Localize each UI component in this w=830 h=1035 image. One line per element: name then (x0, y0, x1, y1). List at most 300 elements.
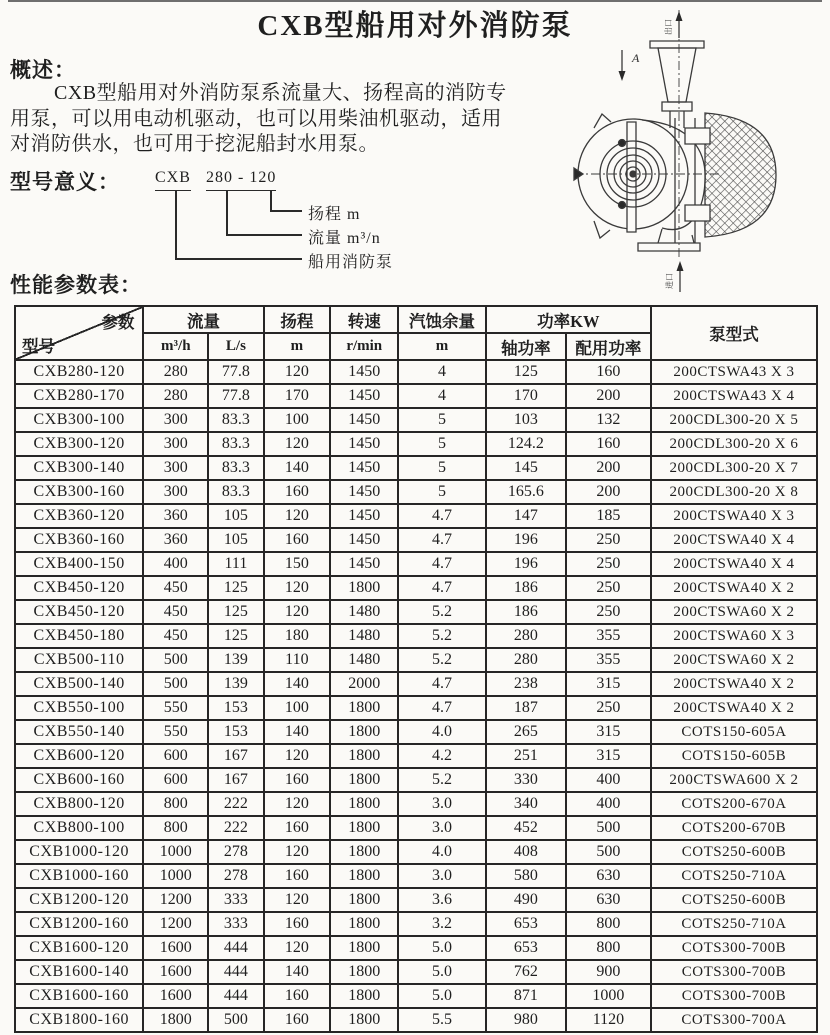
cell-speed: 1800 (330, 1008, 398, 1032)
cell-flow-m3h: 1600 (143, 936, 208, 960)
table-row (15, 888, 817, 912)
cell-rated-power: 160 (566, 432, 651, 456)
cell-rated-power: 1000 (566, 984, 651, 1008)
cell-rated-power: 1120 (566, 1008, 651, 1032)
cell-flow-ls: 105 (208, 528, 263, 552)
cell-shaft-power: 330 (486, 768, 566, 792)
performance-heading: 性能参数表： (10, 273, 142, 297)
cell-speed: 1450 (330, 552, 398, 576)
cell-flow-m3h: 300 (143, 432, 208, 456)
cell-head: 120 (264, 840, 331, 864)
table-body (15, 360, 817, 1032)
cell-npsh: 3.0 (398, 864, 485, 888)
cell-rated-power: 315 (566, 720, 651, 744)
cell-npsh: 4.7 (398, 528, 485, 552)
cell-pump-type: COTS300-700A (651, 1008, 817, 1032)
cell-rated-power: 200 (566, 456, 651, 480)
table-row (15, 840, 817, 864)
cell-head: 160 (264, 480, 331, 504)
overview-line: CXB型船用对外消防泵系流量大、扬程高的消防专 (54, 82, 507, 104)
cell-npsh: 4.7 (398, 696, 485, 720)
cell-pump-type: COTS250-710A (651, 864, 817, 888)
cell-shaft-power: 187 (486, 696, 566, 720)
cell-flow-m3h: 1800 (143, 1008, 208, 1032)
cell-shaft-power: 125 (486, 360, 566, 384)
performance-table (14, 305, 818, 1033)
cell-head: 160 (264, 816, 331, 840)
cell-pump-type: COTS150-605B (651, 744, 817, 768)
cell-head: 160 (264, 528, 331, 552)
cell-shaft-power: 165.6 (486, 480, 566, 504)
cell-npsh: 5.2 (398, 624, 485, 648)
cell-head: 160 (264, 768, 331, 792)
model-code-numbers: 280 - 120 (206, 169, 276, 191)
header-power: 功率KW (486, 306, 651, 333)
cell-pump-type: 200CTSWA40 X 3 (651, 504, 817, 528)
cell-speed: 1800 (330, 840, 398, 864)
cell-npsh: 5.2 (398, 648, 485, 672)
table-row (15, 912, 817, 936)
cell-shaft-power: 251 (486, 744, 566, 768)
cell-rated-power: 315 (566, 672, 651, 696)
cell-flow-ls: 77.8 (208, 384, 263, 408)
cell-npsh: 4.7 (398, 504, 485, 528)
cell-npsh: 4.7 (398, 672, 485, 696)
header-head: 扬程 (264, 306, 331, 333)
pump-drawing (572, 2, 822, 300)
cell-head: 140 (264, 456, 331, 480)
cell-flow-m3h: 1200 (143, 912, 208, 936)
table-row (15, 936, 817, 960)
cell-speed: 1800 (330, 576, 398, 600)
callout-line-vertical (270, 190, 272, 211)
cell-flow-m3h: 280 (143, 360, 208, 384)
cell-head: 180 (264, 624, 331, 648)
cell-pump-type: COTS300-700B (651, 936, 817, 960)
cell-shaft-power: 980 (486, 1008, 566, 1032)
cell-pump-type: 200CDL300-20 X 7 (651, 456, 817, 480)
cell-shaft-power: 103 (486, 408, 566, 432)
cell-flow-ls: 444 (208, 984, 263, 1008)
cell-model: CXB1800-160 (15, 1008, 143, 1032)
cell-flow-m3h: 360 (143, 528, 208, 552)
table-row (15, 576, 817, 600)
cell-rated-power: 400 (566, 768, 651, 792)
cell-speed: 2000 (330, 672, 398, 696)
cell-rated-power: 500 (566, 816, 651, 840)
cell-flow-ls: 125 (208, 600, 263, 624)
cell-flow-ls: 139 (208, 672, 263, 696)
cell-head: 160 (264, 1008, 331, 1032)
cell-speed: 1450 (330, 504, 398, 528)
section-a-arrow (619, 50, 626, 81)
cell-npsh: 3.0 (398, 792, 485, 816)
cell-speed: 1800 (330, 792, 398, 816)
cell-speed: 1450 (330, 528, 398, 552)
cell-pump-type: 200CTSWA60 X 2 (651, 600, 817, 624)
header-unit-rmin: r/min (330, 333, 398, 360)
cell-head: 160 (264, 912, 331, 936)
cell-rated-power: 355 (566, 648, 651, 672)
table-row (15, 768, 817, 792)
cell-shaft-power: 196 (486, 528, 566, 552)
cell-pump-type: 200CTSWA40 X 4 (651, 528, 817, 552)
casing-fin-top (594, 114, 611, 128)
callout-line-vertical (175, 190, 177, 259)
cell-flow-m3h: 280 (143, 384, 208, 408)
cell-flow-ls: 83.3 (208, 480, 263, 504)
cell-rated-power: 250 (566, 696, 651, 720)
table-row (15, 360, 817, 384)
cell-model: CXB360-160 (15, 528, 143, 552)
table-row (15, 600, 817, 624)
cell-speed: 1450 (330, 360, 398, 384)
cell-speed: 1800 (330, 768, 398, 792)
section-arrow-label: A (632, 51, 640, 65)
cell-model: CXB450-180 (15, 624, 143, 648)
cell-flow-ls: 125 (208, 576, 263, 600)
cell-flow-m3h: 1600 (143, 960, 208, 984)
cell-model: CXB800-100 (15, 816, 143, 840)
cell-pump-type: COTS250-600B (651, 840, 817, 864)
cell-speed: 1480 (330, 600, 398, 624)
table-row (15, 792, 817, 816)
cell-flow-m3h: 800 (143, 792, 208, 816)
cell-shaft-power: 653 (486, 912, 566, 936)
cell-model: CXB280-170 (15, 384, 143, 408)
cell-model: CXB400-150 (15, 552, 143, 576)
dome-stub-bottom (685, 205, 710, 221)
cell-npsh: 5 (398, 480, 485, 504)
cell-speed: 1800 (330, 960, 398, 984)
cell-shaft-power: 871 (486, 984, 566, 1008)
cell-head: 140 (264, 960, 331, 984)
cell-shaft-power: 186 (486, 576, 566, 600)
cell-pump-type: COTS200-670B (651, 816, 817, 840)
cell-npsh: 4 (398, 360, 485, 384)
cell-rated-power: 500 (566, 840, 651, 864)
cell-flow-m3h: 1600 (143, 984, 208, 1008)
table-row (15, 408, 817, 432)
table-row (15, 552, 817, 576)
table-row (15, 696, 817, 720)
cell-pump-type: 200CTSWA40 X 2 (651, 696, 817, 720)
model-code-prefix: CXB (155, 169, 191, 191)
cell-head: 140 (264, 720, 331, 744)
cell-head: 100 (264, 408, 331, 432)
cell-model: CXB1200-120 (15, 888, 143, 912)
cell-shaft-power: 147 (486, 504, 566, 528)
cell-model: CXB300-160 (15, 480, 143, 504)
model-meaning-heading: 型号意义： (10, 170, 120, 194)
table-row (15, 648, 817, 672)
cell-rated-power: 160 (566, 360, 651, 384)
cell-flow-ls: 83.3 (208, 408, 263, 432)
cell-speed: 1800 (330, 864, 398, 888)
cell-model: CXB1600-140 (15, 960, 143, 984)
cell-speed: 1800 (330, 888, 398, 912)
cell-speed: 1800 (330, 720, 398, 744)
table-row (15, 456, 817, 480)
cell-pump-type: COTS250-710A (651, 912, 817, 936)
cell-rated-power: 355 (566, 624, 651, 648)
cell-model: CXB300-140 (15, 456, 143, 480)
motor-dome-hatched (705, 113, 776, 237)
cell-shaft-power: 238 (486, 672, 566, 696)
cell-npsh: 4.0 (398, 720, 485, 744)
discharge-cone (658, 48, 696, 102)
callout-pump-kind: 船用消防泵 (308, 254, 394, 271)
cell-rated-power: 185 (566, 504, 651, 528)
cell-head: 150 (264, 552, 331, 576)
cell-pump-type: COTS300-700B (651, 984, 817, 1008)
cell-model: CXB300-100 (15, 408, 143, 432)
cell-pump-type: 200CTSWA60 X 2 (651, 648, 817, 672)
cell-shaft-power: 145 (486, 456, 566, 480)
cell-model: CXB550-140 (15, 720, 143, 744)
page-title: CXB型船用对外消防泵 (257, 10, 573, 42)
cell-flow-m3h: 300 (143, 480, 208, 504)
header-npsh: 汽蚀余量 (398, 306, 485, 333)
cell-npsh: 5.0 (398, 960, 485, 984)
cell-model: CXB600-160 (15, 768, 143, 792)
cell-npsh: 5.0 (398, 984, 485, 1008)
cell-pump-type: 200CTSWA60 X 3 (651, 624, 817, 648)
cell-rated-power: 400 (566, 792, 651, 816)
cell-flow-m3h: 550 (143, 696, 208, 720)
cell-flow-m3h: 600 (143, 768, 208, 792)
header-corner-model: 型号 (22, 337, 55, 356)
cell-pump-type: 200CDL300-20 X 8 (651, 480, 817, 504)
cell-speed: 1800 (330, 912, 398, 936)
header-unit-head-m: m (264, 333, 331, 360)
cell-model: CXB1600-160 (15, 984, 143, 1008)
callout-flow: 流量 m³/n (308, 230, 381, 247)
cell-speed: 1800 (330, 984, 398, 1008)
table-row (15, 528, 817, 552)
callout-line-horizontal (270, 210, 302, 212)
cell-pump-type: COTS150-605A (651, 720, 817, 744)
bottom-flange (638, 243, 700, 251)
cell-pump-type: 200CDL300-20 X 6 (651, 432, 817, 456)
cell-shaft-power: 265 (486, 720, 566, 744)
header-speed: 转速 (330, 306, 398, 333)
cell-rated-power: 250 (566, 600, 651, 624)
cell-flow-ls: 222 (208, 816, 263, 840)
header-unit-ls: L/s (208, 333, 263, 360)
cell-pump-type: 200CTSWA600 X 2 (651, 768, 817, 792)
cell-speed: 1800 (330, 744, 398, 768)
overview-line: 对消防供水，也可用于挖泥船封水用泵。 (10, 133, 379, 155)
cell-head: 170 (264, 384, 331, 408)
table-row (15, 1008, 817, 1032)
cell-rated-power: 200 (566, 480, 651, 504)
cell-flow-ls: 444 (208, 960, 263, 984)
cell-model: CXB300-120 (15, 432, 143, 456)
cell-model: CXB1000-160 (15, 864, 143, 888)
cell-shaft-power: 280 (486, 648, 566, 672)
header-shaft-power: 轴功率 (486, 333, 566, 360)
bolt-dot (619, 202, 626, 209)
cell-flow-ls: 83.3 (208, 456, 263, 480)
cell-speed: 1450 (330, 432, 398, 456)
cell-pump-type: 200CTSWA43 X 3 (651, 360, 817, 384)
dome-stub-top (685, 128, 710, 144)
cell-flow-m3h: 450 (143, 624, 208, 648)
cell-model: CXB600-120 (15, 744, 143, 768)
cell-rated-power: 900 (566, 960, 651, 984)
cell-shaft-power: 408 (486, 840, 566, 864)
cell-flow-ls: 139 (208, 648, 263, 672)
cell-pump-type: 200CTSWA40 X 2 (651, 672, 817, 696)
cell-flow-m3h: 500 (143, 672, 208, 696)
outlet-label: 出口 (664, 19, 673, 35)
cell-npsh: 5.2 (398, 600, 485, 624)
cell-flow-ls: 222 (208, 792, 263, 816)
cell-speed: 1480 (330, 624, 398, 648)
cell-npsh: 4.2 (398, 744, 485, 768)
inlet-arrow (677, 261, 684, 292)
cell-shaft-power: 653 (486, 936, 566, 960)
cell-npsh: 3.0 (398, 816, 485, 840)
cell-flow-ls: 278 (208, 840, 263, 864)
cell-speed: 1450 (330, 384, 398, 408)
overview-line: 用泵，可以用电动机驱动，也可以用柴油机驱动，适用 (10, 107, 502, 130)
cell-npsh: 5 (398, 408, 485, 432)
casing-fin-bottom (594, 221, 610, 238)
cell-npsh: 5.5 (398, 1008, 485, 1032)
cell-head: 120 (264, 360, 331, 384)
top-flange (650, 41, 704, 48)
cell-rated-power: 200 (566, 384, 651, 408)
table-row (15, 504, 817, 528)
cell-npsh: 4 (398, 384, 485, 408)
table-row (15, 384, 817, 408)
cell-shaft-power: 580 (486, 864, 566, 888)
cell-shaft-power: 452 (486, 816, 566, 840)
cell-shaft-power: 124.2 (486, 432, 566, 456)
cell-model: CXB360-120 (15, 504, 143, 528)
header-corner-param: 参数 (101, 313, 135, 332)
outlet-arrow (676, 11, 683, 38)
cell-npsh: 5 (398, 456, 485, 480)
cell-flow-ls: 167 (208, 768, 263, 792)
cell-flow-m3h: 400 (143, 552, 208, 576)
cell-flow-ls: 333 (208, 912, 263, 936)
cell-rated-power: 250 (566, 576, 651, 600)
cell-shaft-power: 186 (486, 600, 566, 624)
cell-model: CXB1600-120 (15, 936, 143, 960)
cell-npsh: 5 (398, 432, 485, 456)
cell-model: CXB500-140 (15, 672, 143, 696)
cell-model: CXB550-100 (15, 696, 143, 720)
callout-line-horizontal (175, 258, 302, 260)
table-row (15, 672, 817, 696)
callout-head: 扬程 m (308, 206, 361, 223)
cell-npsh: 3.6 (398, 888, 485, 912)
cell-speed: 1800 (330, 696, 398, 720)
cell-pump-type: 200CDL300-20 X 5 (651, 408, 817, 432)
cell-flow-m3h: 300 (143, 456, 208, 480)
cell-head: 120 (264, 744, 331, 768)
table-header (15, 306, 817, 360)
cell-flow-ls: 167 (208, 744, 263, 768)
table-row (15, 744, 817, 768)
cell-flow-m3h: 1000 (143, 840, 208, 864)
cell-speed: 1480 (330, 648, 398, 672)
cell-flow-m3h: 550 (143, 720, 208, 744)
cell-model: CXB500-110 (15, 648, 143, 672)
cell-npsh: 3.2 (398, 912, 485, 936)
cell-flow-ls: 153 (208, 696, 263, 720)
cell-pump-type: COTS300-700B (651, 960, 817, 984)
header-unit-m3h: m³/h (143, 333, 208, 360)
cell-shaft-power: 196 (486, 552, 566, 576)
cell-pump-type: COTS250-600B (651, 888, 817, 912)
cell-flow-m3h: 600 (143, 744, 208, 768)
cell-flow-ls: 444 (208, 936, 263, 960)
cell-flow-ls: 153 (208, 720, 263, 744)
cell-head: 110 (264, 648, 331, 672)
table-row (15, 984, 817, 1008)
cell-flow-ls: 278 (208, 864, 263, 888)
cell-flow-m3h: 450 (143, 576, 208, 600)
cell-rated-power: 800 (566, 936, 651, 960)
cell-pump-type: 200CTSWA40 X 4 (651, 552, 817, 576)
cell-head: 120 (264, 792, 331, 816)
cell-shaft-power: 762 (486, 960, 566, 984)
cell-speed: 1450 (330, 408, 398, 432)
cell-rated-power: 250 (566, 528, 651, 552)
cell-flow-m3h: 500 (143, 648, 208, 672)
cell-npsh: 4.7 (398, 552, 485, 576)
cell-flow-m3h: 300 (143, 408, 208, 432)
overview-heading: 概述： (10, 58, 76, 82)
cell-model: CXB1000-120 (15, 840, 143, 864)
cell-flow-ls: 105 (208, 504, 263, 528)
cell-npsh: 5.0 (398, 936, 485, 960)
cell-speed: 1800 (330, 936, 398, 960)
cell-flow-m3h: 450 (143, 600, 208, 624)
cell-npsh: 4.7 (398, 576, 485, 600)
table-row (15, 816, 817, 840)
table-row (15, 480, 817, 504)
cell-rated-power: 630 (566, 888, 651, 912)
header-corner-cell (15, 306, 143, 360)
cell-flow-ls: 125 (208, 624, 263, 648)
header-pump-type: 泵型式 (651, 306, 817, 360)
table-row (15, 432, 817, 456)
table-row (15, 960, 817, 984)
callout-line-horizontal (226, 234, 302, 236)
table-row (15, 720, 817, 744)
cell-speed: 1800 (330, 816, 398, 840)
cell-head: 120 (264, 504, 331, 528)
cell-flow-ls: 111 (208, 552, 263, 576)
cell-head: 120 (264, 576, 331, 600)
cell-flow-m3h: 1200 (143, 888, 208, 912)
cell-rated-power: 800 (566, 912, 651, 936)
cell-flow-m3h: 360 (143, 504, 208, 528)
cell-head: 160 (264, 864, 331, 888)
cell-shaft-power: 170 (486, 384, 566, 408)
callout-line-vertical (226, 190, 228, 235)
inlet-label: 进口 (665, 273, 674, 289)
cell-model: CXB1200-160 (15, 912, 143, 936)
header-unit-npsh-m: m (398, 333, 485, 360)
cell-head: 120 (264, 888, 331, 912)
cell-flow-ls: 83.3 (208, 432, 263, 456)
